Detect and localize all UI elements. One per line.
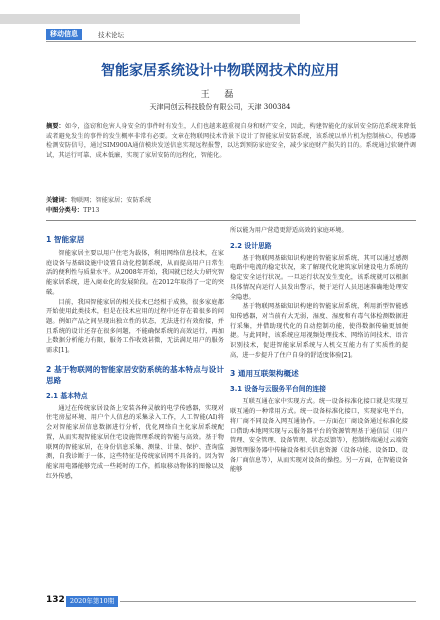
- section-3-heading: 3 通用互联架构概述: [230, 369, 299, 379]
- issue-badge: 2020年第10期: [66, 596, 118, 607]
- section-2-1-heading: 2.1 基本特点: [46, 391, 88, 400]
- header-divider: [46, 41, 416, 42]
- header-decor-bar: [0, 14, 300, 24]
- section-1-paragraph: 智能家居主要以用户住宅为载体，利用网络信息技术，在家庭设备与基础设施中设置自动化控制系统，从而提高用户日常生活的便利性与质量水平。从2008年开始，我国就已经大力研究智能家居系统，进入商业化的发展阶段。在2012年取得了一定的突破。: [46, 250, 224, 296]
- left-column: [46, 226, 224, 481]
- clc-number: [46, 206, 99, 215]
- footer-divider: [120, 601, 416, 602]
- abstract-text: 如今，盗窃和危害人身安全的事件时有发生，人们也越来越重视自身和财产安全，因此，构建智能化的家居安全防范系统来降低或者避免发生的事件的发生概率非常有必要。文章在物联网技术背景下设计了智能家居安防系统，该系统以单片机为控制核心，传感器检测安防信号，通过SIM900A通信模块发送信息实现远程报警，以达到预防家庭安全，减少家庭财产损失的目的。系统通过软硬件调试，其运行可靠、成本低廉，实现了家居安防的远程化，智能化。: [46, 123, 417, 159]
- section-1-paragraph: 目前，我国智能家居的相关技术已经相于成熟，很多家庭都开始使用此类技术，但是在技术应用的过程中还存在着很多的问题。例如产品之间呈现出独立性的状态，无法进行有效衔接，并且系统的设计还存在很多问题，不能确保系统的高效运行，再加上数据分析能力有限，服务工作收效甚微，无法满足用户的服务需求[1]。: [46, 298, 224, 355]
- author-name: 王 磊: [200, 90, 240, 100]
- section-3-1-heading: 3.1 设备与云服务平台间的连接: [230, 385, 326, 394]
- section-3-1-paragraph: 互联互通在家中实现方式。统一设备标准化接口就是实现互联互通的一种常用方式。统一设备标准化接口，实现家电平台，将厂商不同设备入网互通协作。一方面在厂商设备通过标准化接口借助本地网实现与云服务器平台的资源管理基于通信层（用户管理、安全管理、设备管理、状态反馈等），控制终端通过云端资源管理服务器中传输设备相关信息资源（设备功能、设备ID、设备厂商信息等），从而实现对设备的操控。另一方面，在智能设备能够: [230, 398, 408, 474]
- article-title: 智能家居系统设计中物联网技术的应用: [101, 63, 339, 79]
- abstract-divider: [46, 220, 416, 221]
- section-tag: 移动信息: [46, 29, 82, 40]
- clc-label: 中图分类号：: [46, 207, 84, 214]
- author-affiliation: 天津同创云科技股份有限公司，天津 300384: [149, 103, 291, 111]
- page-number: 132: [46, 595, 65, 605]
- abstract-label: 摘要：: [46, 123, 65, 130]
- section-2-2-paragraph: 基于物联网基础知识构建的智能家居系统，利用新型智能感知传感器，对当前有大无弱，湿度、湿度和有毒气体检测数据进行采集，并借助现代化的自动控制功能，使得数据传输更加便捷。与此同时，该系统应用视频处理技术、网络访问技术、语音识别技术，促进智能家居系统与人机交互能力有了实质性的提高，进一步提升了住户自身的舒适度体验[2]。: [230, 303, 408, 359]
- continued-paragraph: 所以能为用户营造更舒适高效的家庭环境。: [230, 227, 348, 234]
- keywords: [46, 196, 151, 205]
- keywords-text: 物联网；智能家居；安防系统: [70, 197, 152, 204]
- section-2-2-paragraph: 基于物联网基础知识构建的智能家居系统，其可以通过感测电路中电流的稳定状况，来了解现代化建筑家居建设电力系统的稳定安全运行状况。一旦运行状况发生变化，该系统就可以根据具体情况向运行人员发出警示，便于运行人员迅速准确地处理安全隐患。: [230, 254, 408, 301]
- abstract: [46, 122, 416, 160]
- section-2-1-paragraph: 通过在传统家居设备上安装各种灵敏的电学传感器，实现对住宅房屋环境、用户个人信息的采集录入工作，人工智能(AI)将会对智能家居信息数据进行分析，优化网络自主化家居系统配置，从而实现智能家居住宅设施管理系统的智能与高效。基于物联网的智能家居，在身份信息采集、测量、计量、保护、查询监测，自我诊断于一体，这些特征是传统家居网不具备的。因为智能家用电器能够完成一些耗时的工作，抓取移动物体的图像以及红外传感，: [46, 404, 224, 480]
- section-1-heading: 1 智能家居: [46, 235, 85, 244]
- running-header: [0, 0, 440, 52]
- keywords-label: 关键词：: [46, 197, 71, 204]
- right-column: [230, 226, 408, 475]
- clc-text: TP13: [83, 207, 100, 214]
- section-2-2-heading: 2.2 设计思路: [230, 241, 272, 250]
- section-2-heading: 2 基于物联网的智能家居安防系统的基本特点与设计思路: [46, 364, 224, 385]
- column-tag: 技术论坛: [98, 31, 124, 39]
